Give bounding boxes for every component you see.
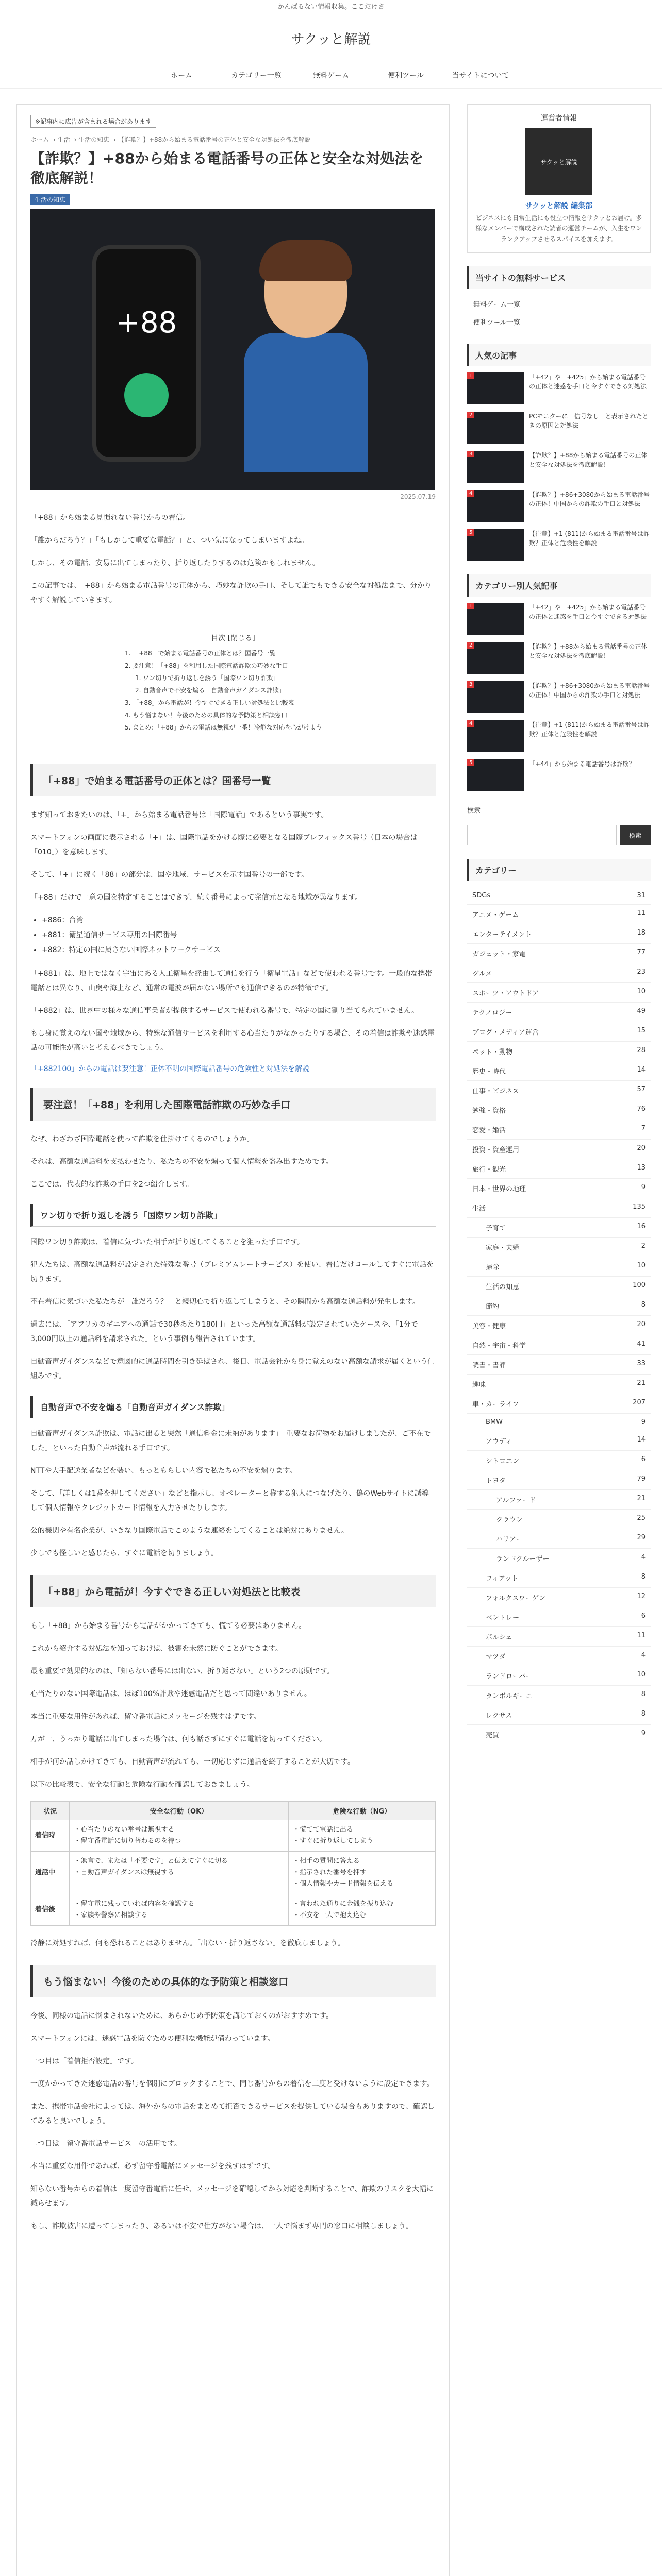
- table-cell: ・無言で、または「不要です」と伝えてすぐに切る ・自動音声ガイダンスは無視する: [70, 1851, 289, 1894]
- category-popular-heading: カテゴリー別人気記事: [467, 574, 651, 597]
- category-count: 11: [637, 1632, 646, 1640]
- paragraph: NTTや大手配送業者などを装い、もっともらしい内容で私たちの不安を煽ります。: [30, 1466, 297, 1475]
- category-name: 家庭・夫婦: [486, 1244, 520, 1252]
- category-item[interactable]: [467, 1179, 651, 1198]
- category-item[interactable]: [467, 1705, 651, 1725]
- worried-person-illustration: [228, 245, 383, 472]
- category-item[interactable]: [467, 1647, 651, 1666]
- paragraph: 不在着信に気づいた私たちが「誰だろう？」と親切心で折り返してしまうと、その瞬間から高額な通話料が発生します。: [30, 1297, 420, 1306]
- category-count: 57: [637, 1086, 646, 1094]
- paragraph: 公的機関や有名企業が、いきなり国際電話でこのような連絡をしてくることは絶対にありません。: [30, 1526, 349, 1535]
- category-item[interactable]: [467, 1529, 651, 1549]
- category-count: 12: [637, 1592, 646, 1601]
- search-heading: 検索: [467, 807, 481, 815]
- category-item[interactable]: [467, 963, 651, 983]
- paragraph: これから紹介する対処法を知っておけば、被害を未然に防ぐことができます。: [30, 1644, 283, 1653]
- table-cell: ・言われた通りに金銭を振り込む ・不安を一人で抱え込む: [288, 1894, 435, 1926]
- category-name: 読書・書評: [472, 1362, 506, 1370]
- ranking-item[interactable]: [467, 372, 651, 404]
- category-count: 9: [641, 1418, 646, 1427]
- paragraph: 国際ワン切り詐欺は、着信に気づいた相手が折り返してくることを狙った手口です。: [30, 1238, 304, 1246]
- table-header: 危険な行動（NG）: [288, 1801, 435, 1820]
- category-item[interactable]: [467, 1198, 651, 1218]
- category-item[interactable]: [467, 1042, 651, 1061]
- search-button[interactable]: 検索: [620, 825, 651, 845]
- ranking-title[interactable]: 「+42」や「+425」から始まる電話番号の正体と迷惑を手口と今すぐできる対処法: [529, 374, 647, 391]
- breadcrumb-item[interactable]: 生活の知恵: [78, 136, 110, 143]
- category-item[interactable]: [467, 1316, 651, 1335]
- country-code-list: [42, 913, 436, 958]
- profile-description: ビジネスにも日常生活にも役立つ情報をサクッとお届け。多様なメンバーで構成された読者の運営チームが、入生をワンランクアップさせるスパイスを加えます。: [475, 214, 642, 243]
- category-item[interactable]: [467, 944, 651, 963]
- category-count: 9: [641, 1730, 646, 1738]
- category-name: 売買: [486, 1732, 500, 1740]
- section-heading: 「+88」で始まる電話番号の正体とは？国番号一覧: [30, 764, 436, 796]
- section-heading: 「+88」から電話が！今すぐできる正しい対処法と比較表: [30, 1575, 436, 1607]
- ranking-item[interactable]: [467, 451, 651, 483]
- toc-item[interactable]: 3. 「+88」から電話が！今すぐできる正しい対処法と比較表: [125, 699, 294, 706]
- profile-name-link[interactable]: サクッと解説 編集部: [525, 202, 593, 210]
- breadcrumb: ホーム › 生活 › 生活の知恵 › 【詐欺？】+88から始まる電話番号の正体と安全な対処法を徹底解説: [30, 136, 311, 143]
- paragraph: 自動音声ガイダンス詐欺は、電話に出ると突然「通信料金に未納があります」「重要なお荷物をお届けしましたが、ご不在でした」といった自動音声が流れる手口です。: [30, 1429, 431, 1452]
- nav-free-games[interactable]: 無料ゲーム: [313, 72, 349, 80]
- category-item[interactable]: [467, 1375, 651, 1394]
- ranking-title[interactable]: 【詐欺？】+86+3080から始まる電話番号の正体！中国からの詐欺の手口と対処法: [529, 682, 650, 699]
- category-name: BMW: [486, 1418, 503, 1427]
- tools-link[interactable]: 便利ツール一覧: [473, 319, 520, 327]
- category-name: アウディ: [486, 1438, 512, 1446]
- rank-number: 4: [467, 490, 474, 497]
- category-count: 16: [637, 1223, 646, 1231]
- category-name: ポルシェ: [486, 1634, 512, 1642]
- paragraph: 本当に重要な用件があれば、留守番電話にメッセージを残すはずです。: [30, 1712, 261, 1721]
- nav-home[interactable]: ホーム: [171, 72, 192, 80]
- profile-box-title: 運営者情報: [541, 114, 577, 123]
- category-count: 100: [633, 1281, 646, 1290]
- category-name: 旅行・観光: [472, 1166, 506, 1174]
- nav-tools[interactable]: 便利ツール: [388, 72, 424, 80]
- category-count: 18: [637, 929, 646, 937]
- category-name: 恋愛・婚活: [472, 1127, 506, 1135]
- category-name: フォルクスワーゲン: [486, 1595, 545, 1603]
- category-name: テクノロジー: [472, 1009, 512, 1018]
- category-count: 25: [637, 1514, 646, 1522]
- rank-number: 4: [467, 720, 474, 727]
- category-name: 歴史・時代: [472, 1068, 506, 1076]
- section-heading: 要注意！「+88」を利用した国際電話詐欺の巧妙な手口: [30, 1088, 436, 1121]
- category-item[interactable]: [467, 1061, 651, 1081]
- category-count: 2: [641, 1242, 646, 1250]
- category-count: 15: [637, 1027, 646, 1035]
- category-count: 8: [641, 1690, 646, 1699]
- category-item[interactable]: [467, 983, 651, 1003]
- category-count: 33: [637, 1360, 646, 1368]
- article-thumbnail[interactable]: [467, 603, 524, 635]
- paragraph: 今後、同様の電話に悩まされないために、あらかじめ予防策を講じておくのがおすすめです。: [30, 2012, 334, 2021]
- profile-box: [467, 104, 651, 253]
- category-name: クラウン: [496, 1516, 523, 1524]
- category-name: ハリアー: [496, 1536, 523, 1544]
- category-count: 10: [637, 988, 646, 996]
- paragraph: 「+88」だけで一意の国を特定することはできず、続く番号によって発信元となる地域が異なります。: [30, 893, 362, 902]
- table-row: [31, 1820, 436, 1851]
- category-count: 31: [637, 892, 646, 900]
- ranking-title[interactable]: 【注意】+1 (811)から始まる電話番号は詐欺？正体と危険性を解説: [529, 721, 650, 738]
- list-item: • +881：衛星通信サービス専用の国際番号: [42, 928, 436, 943]
- category-count: 11: [637, 909, 646, 918]
- intro-text: この記事では、「+88」から始まる電話番号の正体から、巧妙な詐欺の手口、そして誰でもできる安全な対処法まで、分かりやすく解説していきます。: [30, 581, 432, 604]
- ad-notice: ※記事内に広告が含まれる場合があります: [30, 115, 156, 128]
- article-thumbnail[interactable]: [467, 759, 524, 791]
- category-name: エンターテイメント: [472, 931, 532, 939]
- category-item[interactable]: [467, 1296, 651, 1316]
- sidebar: [467, 104, 651, 2576]
- intro-text: 「誰からだろう？」「もしかして重要な電話？」と、つい気になってしまいますよね。: [30, 536, 308, 545]
- ranking-title[interactable]: 【詐欺？】+88から始まる電話番号の正体と安全な対処法を徹底解説！: [529, 643, 648, 660]
- section-heading: もう悩まない！今後のための具体的な予防策と相談窓口: [30, 1965, 436, 1997]
- category-count: 79: [637, 1475, 646, 1483]
- intro-text: 「+88」から始まる見慣れない番号からの着信。: [30, 513, 190, 522]
- category-name: 生活の知恵: [486, 1283, 520, 1292]
- category-name: レクサス: [486, 1712, 512, 1720]
- hero-image: [30, 209, 435, 490]
- rank-number: 1: [467, 372, 474, 379]
- category-item[interactable]: [467, 1277, 651, 1296]
- article-main: [16, 104, 450, 2576]
- ranking-item[interactable]: [467, 642, 651, 674]
- rank-number: 5: [467, 759, 474, 766]
- category-name: トヨタ: [486, 1477, 506, 1485]
- free-services-heading: 当サイトの無料サービス: [467, 266, 651, 289]
- category-count: 13: [637, 1164, 646, 1172]
- table-cell: 着信時: [31, 1820, 70, 1851]
- category-count: 4: [641, 1651, 646, 1659]
- rank-number: 3: [467, 451, 474, 457]
- category-count: 41: [637, 1340, 646, 1348]
- site-title[interactable]: サクッと解説: [291, 31, 371, 47]
- category-count: 135: [633, 1203, 646, 1211]
- category-item[interactable]: [467, 1490, 651, 1510]
- category-item[interactable]: [467, 1140, 651, 1159]
- ranking-title[interactable]: 【注意】+1 (811)から始まる電話番号は詐欺？正体と危険性を解説: [529, 530, 650, 547]
- paragraph: 少しでも怪しいと感じたら、すぐに電話を切りましょう。: [30, 1549, 218, 1557]
- toc-title[interactable]: 目次 [閉じる]: [211, 634, 255, 642]
- subsection-heading: 自動音声で不安を煽る「自動音声ガイダンス詐欺」: [30, 1396, 436, 1418]
- rank-number: 2: [467, 412, 474, 418]
- category-name: 自然・宇宙・科学: [472, 1342, 526, 1350]
- category-item[interactable]: [467, 924, 651, 944]
- category-name: 日本・世界の地理: [472, 1185, 526, 1194]
- category-item[interactable]: [467, 1394, 651, 1414]
- category-count: 20: [637, 1144, 646, 1153]
- category-name: 子育て: [486, 1225, 506, 1233]
- category-name: ペット・動物: [472, 1048, 513, 1057]
- category-count: 28: [637, 1046, 646, 1055]
- paragraph: 冷静に対処すれば、何も恐れることはありません。「出ない・折り返さない」を徹底しましょう。: [30, 1939, 345, 1948]
- category-count: 20: [637, 1320, 646, 1329]
- table-cell: 着信後: [31, 1894, 70, 1926]
- category-name: 生活: [472, 1205, 486, 1213]
- category-item[interactable]: [467, 887, 651, 905]
- category-item[interactable]: [467, 1568, 651, 1588]
- paragraph: もし、詐欺被害に遭ってしまったり、あるいは不安で仕方がない場合は、一人で悩まず専門の窓口に相談しましょう。: [30, 2222, 413, 2231]
- paragraph: そして、「+」に続く「88」の部分は、国や地域、サービスを示す国番号の一部です。: [30, 870, 309, 879]
- profile-avatar: サクッと解説: [525, 128, 592, 195]
- category-item[interactable]: [467, 905, 651, 924]
- ranking-title[interactable]: PCモニターに「信号なし」と表示されたときの原因と対処法: [529, 413, 649, 430]
- table-of-contents: [112, 623, 354, 743]
- category-name: ガジェット・家電: [472, 951, 526, 959]
- paragraph: もし身に覚えのない国や地域から、特殊な通信サービスを利用する心当たりがなかったりする場合、その着信は詐欺や迷惑電話の可能性が高いと考えるべきでしょう。: [30, 1029, 435, 1052]
- ranking-item[interactable]: [467, 759, 651, 791]
- category-name: 美容・健康: [472, 1323, 506, 1331]
- category-item[interactable]: [467, 1335, 651, 1355]
- article-thumbnail[interactable]: [467, 681, 524, 713]
- category-name: アルファード: [496, 1497, 536, 1505]
- category-count: 6: [641, 1612, 646, 1620]
- ranking-title[interactable]: 【詐欺？】+88から始まる電話番号の正体と安全な対処法を徹底解説！: [529, 452, 648, 469]
- category-count: 49: [637, 1007, 646, 1015]
- category-name: グルメ: [472, 970, 492, 978]
- category-item[interactable]: [467, 1257, 651, 1277]
- category-item[interactable]: [467, 1355, 651, 1375]
- article-thumbnail[interactable]: [467, 490, 524, 522]
- category-item[interactable]: [467, 1003, 651, 1022]
- table-cell: ・心当たりのない番号は無視する ・留守番電話に切り替わるのを待つ: [70, 1820, 289, 1851]
- popular-heading: 人気の記事: [467, 344, 651, 366]
- paragraph: 心当たりのない国際電話は、ほぼ100%詐欺や迷惑電話だと思って間違いありません。: [30, 1689, 311, 1698]
- toc-item[interactable]: 2. 要注意！「+88」を利用した国際電話詐欺の巧妙な手口: [125, 662, 288, 669]
- paragraph: 最も重要で効果的なのは、「知らない番号には出ない、折り返さない」という2つの原則です。: [30, 1667, 334, 1675]
- breadcrumb-item[interactable]: ホーム: [30, 136, 49, 143]
- table-row: [31, 1894, 436, 1926]
- category-name: 車・カーライフ: [472, 1401, 519, 1409]
- category-item[interactable]: [467, 1022, 651, 1042]
- category-item[interactable]: [467, 1081, 651, 1100]
- category-name: 仕事・ビジネス: [472, 1088, 519, 1096]
- category-name: スポーツ・アウトドア: [472, 990, 539, 998]
- search-input[interactable]: [467, 825, 617, 845]
- category-count: 8: [641, 1301, 646, 1309]
- paragraph: 一つ目は「着信拒否設定」です。: [30, 2057, 138, 2066]
- category-name: アニメ・ゲーム: [472, 911, 519, 920]
- category-name: ブログ・メディア運営: [472, 1029, 539, 1037]
- category-name: ランボルギーニ: [486, 1692, 533, 1701]
- site-header: [0, 14, 662, 62]
- paragraph: 犯人たちは、高額な通話料が設定された特殊な番号（プレミアムレートサービス）を使い、着信だけコールしてすぐに電話を切ります。: [30, 1260, 434, 1283]
- category-name: ランドローバー: [486, 1673, 533, 1681]
- category-item[interactable]: [467, 1607, 651, 1627]
- category-count: 7: [641, 1125, 646, 1133]
- paragraph: そして、「詳しくは1番を押してください」などと指示し、オペレーターと称する犯人につなげたり、偽のWebサイトに誘導して個人情報やクレジットカード情報を入力させたりします。: [30, 1489, 429, 1512]
- article-thumbnail[interactable]: [467, 372, 524, 404]
- category-item[interactable]: [467, 1431, 651, 1451]
- category-item[interactable]: [467, 1510, 651, 1529]
- phone-illustration: [92, 245, 201, 462]
- article-thumbnail[interactable]: [467, 529, 524, 561]
- ranking-item[interactable]: [467, 603, 651, 635]
- table-cell: ・相手の質問に答える ・指示された番号を押す ・個人情報やカード情報を伝える: [288, 1851, 435, 1894]
- rank-number: 2: [467, 642, 474, 649]
- article-thumbnail[interactable]: [467, 451, 524, 483]
- ranking-item[interactable]: [467, 720, 651, 752]
- nav-categories[interactable]: カテゴリー一覧: [231, 72, 282, 80]
- rank-number: 3: [467, 681, 474, 688]
- paragraph: 本当に重要な用件であれば、必ず留守番電話にメッセージを残すはずです。: [30, 2162, 275, 2171]
- comparison-table: [30, 1801, 436, 1926]
- ranking-title[interactable]: 【詐欺？】+86+3080から始まる電話番号の正体！中国からの詐欺の手口と対処法: [529, 491, 650, 508]
- paragraph: 過去には、「アフリカのギニアへの通話で30秒あたり180円」といった高額な通話料が設定されていたケースや、「1分で3,000円以上の通話料を請求された」という事例も報告されています。: [30, 1320, 418, 1343]
- paragraph: 「+882」は、世界中の様々な通信事業者が提供するサービスで使われる番号で、特定の国に割り当てられていません。: [30, 1006, 419, 1015]
- category-name: ベントレー: [486, 1614, 520, 1622]
- toc-item[interactable]: 1. 「+88」で始まる電話番号の正体とは？国番号一覧: [125, 649, 276, 657]
- table-cell: 通話中: [31, 1851, 70, 1894]
- paragraph: 以下の比較表で、安全な行動と危険な行動を確認しておきましょう。: [30, 1780, 254, 1789]
- category-name: フィアット: [486, 1575, 519, 1583]
- category-count: 10: [637, 1262, 646, 1270]
- ranking-item[interactable]: [467, 681, 651, 713]
- category-item[interactable]: [467, 1666, 651, 1686]
- category-item[interactable]: [467, 1725, 651, 1744]
- paragraph: なぜ、わざわざ国際電話を使って詐欺を仕掛けてくるのでしょうか。: [30, 1134, 254, 1143]
- category-name: 勉強・資格: [472, 1107, 506, 1115]
- category-item[interactable]: [467, 1100, 651, 1120]
- paragraph: まず知っておきたいのは、「+」から始まる電話番号は「国際電話」であるという事実です。: [30, 810, 328, 819]
- paragraph: もし「+88」から始まる番号から電話がかかってきても、慌てる必要はありません。: [30, 1621, 306, 1630]
- table-header: 状況: [31, 1801, 70, 1820]
- list-item: • +886：台湾: [42, 913, 436, 928]
- category-item[interactable]: [467, 1588, 651, 1607]
- category-item[interactable]: [467, 1238, 651, 1257]
- table-cell: ・慌てて電話に出る ・すぐに折り返してしまう: [288, 1820, 435, 1851]
- subsection-heading: ワン切りで折り返しを誘う「国際ワン切り詐欺」: [30, 1204, 436, 1227]
- category-count: 4: [641, 1553, 646, 1562]
- toc-item[interactable]: 1. ワン切りで折り返しを誘う「国際ワン切り詐欺」: [135, 674, 279, 682]
- hero-number: +88: [115, 306, 177, 340]
- category-name: マツダ: [486, 1653, 506, 1662]
- category-count: 23: [637, 968, 646, 976]
- table-row: [31, 1851, 436, 1894]
- paragraph: 二つ目は「留守番電話サービス」の活用です。: [30, 2140, 181, 2148]
- toc-item[interactable]: 4. もう悩まない！今後のための具体的な予防策と相談窓口: [125, 711, 288, 719]
- table-header: 安全な行動（OK）: [70, 1801, 289, 1820]
- ranking-title[interactable]: 「+42」や「+425」から始まる電話番号の正体と迷惑を手口と今すぐできる対処法: [529, 604, 647, 621]
- rank-number: 1: [467, 603, 474, 609]
- list-item: • +882：特定の国に属さない国際ネットワークサービス: [42, 943, 436, 958]
- paragraph: 「+881」は、地上ではなく宇宙にある人工衛星を経由して通信を行う「衛星電話」などで使われる番号です。一般的な携帯電話とは異なり、山奥や海上など、通常の電波が届かない場所でも通信できるのが特徴です。: [30, 969, 433, 992]
- category-count: 76: [637, 1105, 646, 1113]
- category-name: 掃除: [486, 1264, 500, 1272]
- paragraph: スマートフォンには、迷惑電話を防ぐための便利な機能が備わっています。: [30, 2035, 275, 2043]
- category-item[interactable]: [467, 1686, 651, 1705]
- paragraph: 一度かかってきた迷惑電話の番号を個別にブロックすることで、同じ番号からの着信を二度と受けないように設定できます。: [30, 2080, 434, 2089]
- category-item[interactable]: [467, 1414, 651, 1431]
- category-item[interactable]: [467, 1159, 651, 1179]
- categories-heading: カテゴリー: [467, 859, 651, 881]
- category-name: シトロエン: [486, 1458, 520, 1466]
- category-item[interactable]: [467, 1120, 651, 1140]
- paragraph: ここでは、代表的な詐欺の手口を2つ紹介します。: [30, 1180, 193, 1189]
- category-count: 10: [637, 1671, 646, 1679]
- rank-number: 5: [467, 529, 474, 536]
- ranking-item[interactable]: [467, 412, 651, 444]
- paragraph: それは、高額な通話料を支払わせたり、私たちの不安を煽って個人情報を盗み出すためです。: [30, 1157, 333, 1166]
- category-count: 21: [637, 1495, 646, 1503]
- paragraph: 万が一、うっかり電話に出てしまった場合は、何も話さずにすぐに電話を切ってください。: [30, 1735, 326, 1743]
- category-count: 29: [637, 1534, 646, 1542]
- category-item[interactable]: [467, 1627, 651, 1647]
- breadcrumb-item: 【詐欺？】+88から始まる電話番号の正体と安全な対処法を徹底解説: [118, 136, 311, 143]
- category-name: 趣味: [472, 1381, 486, 1389]
- category-count: 8: [641, 1573, 646, 1581]
- category-count: 6: [641, 1455, 646, 1464]
- article-thumbnail[interactable]: [467, 412, 524, 444]
- category-item[interactable]: [467, 1451, 651, 1470]
- category-count: 21: [637, 1379, 646, 1387]
- call-icon: [124, 373, 169, 417]
- category-name: ランドクルーザー: [496, 1555, 550, 1564]
- intro-text: しかし、その電話、安易に出てしまったり、折り返したりするのは危険かもしれません。: [30, 558, 320, 567]
- category-item[interactable]: [467, 1549, 651, 1568]
- category-name: 投資・資産運用: [472, 1146, 520, 1155]
- category-count: 14: [637, 1436, 646, 1444]
- nav-about[interactable]: 当サイトについて: [452, 72, 509, 80]
- site-tagline: かんばるない情報収集。ここだけさ: [277, 3, 385, 11]
- toc-item[interactable]: 2. 自動音声で不安を煽る「自動音声ガイダンス詐欺」: [135, 686, 285, 694]
- paragraph: 相手が何か話しかけてきても、自動音声が流れても、一切応じずに通話を終了することが大切です。: [30, 1757, 355, 1766]
- category-count: 8: [641, 1710, 646, 1718]
- article-thumbnail[interactable]: [467, 720, 524, 752]
- category-item[interactable]: [467, 1218, 651, 1238]
- paragraph: また、携帯電話会社によっては、海外からの電話をまとめて拒否できるサービスを提供している場合もありますので、確認してみると良いでしょう。: [30, 2103, 435, 2126]
- category-name: SDGs: [472, 892, 491, 900]
- breadcrumb-item[interactable]: 生活: [57, 136, 70, 143]
- free-games-link[interactable]: 無料ゲーム一覧: [473, 301, 521, 309]
- paragraph: 自動音声ガイダンスなどで意図的に通話時間を引き延ばされ、後日、電話会社から身に覚えのない高額な請求が届くという仕組みです。: [30, 1357, 435, 1380]
- global-nav: [0, 62, 662, 89]
- category-count: 14: [637, 1066, 646, 1074]
- post-date: 2025.07.19: [400, 493, 436, 500]
- paragraph: 知らない番号からの着信は一度留守番電話に任せ、メッセージを確認してから対応を判断することで、詐欺のリスクを大幅に減らせます。: [30, 2185, 434, 2208]
- ranking-item[interactable]: [467, 490, 651, 522]
- table-cell: ・留守電に残っていれば内容を確認する ・家族や警察に相談する: [70, 1894, 289, 1926]
- toc-item[interactable]: 5. まとめ：「+88」からの電話は無視が一番！冷静な対応を心がけよう: [125, 723, 322, 731]
- paragraph: スマートフォンの画面に表示される「+」は、国際電話をかける際に必要となる国際プレフィックス番号（日本の場合は「010」）を意味します。: [30, 833, 418, 856]
- category-item[interactable]: [467, 1470, 651, 1490]
- category-count: 207: [633, 1399, 646, 1407]
- ranking-item[interactable]: [467, 529, 651, 561]
- category-count: 77: [637, 948, 646, 957]
- category-badge[interactable]: 生活の知恵: [30, 194, 70, 205]
- category-count: 9: [641, 1183, 646, 1192]
- article-thumbnail[interactable]: [467, 642, 524, 674]
- category-name: 節約: [486, 1303, 500, 1311]
- ranking-title[interactable]: 「+44」から始まる電話番号は詐欺？: [529, 760, 635, 768]
- related-article-link[interactable]: 「+882100」からの電話は要注意！正体不明の国際電話番号の危険性と対処法を解説: [30, 1064, 310, 1073]
- article-title: 【詐欺？】+88から始まる電話番号の正体と安全な対処法を徹底解説！: [30, 150, 424, 187]
